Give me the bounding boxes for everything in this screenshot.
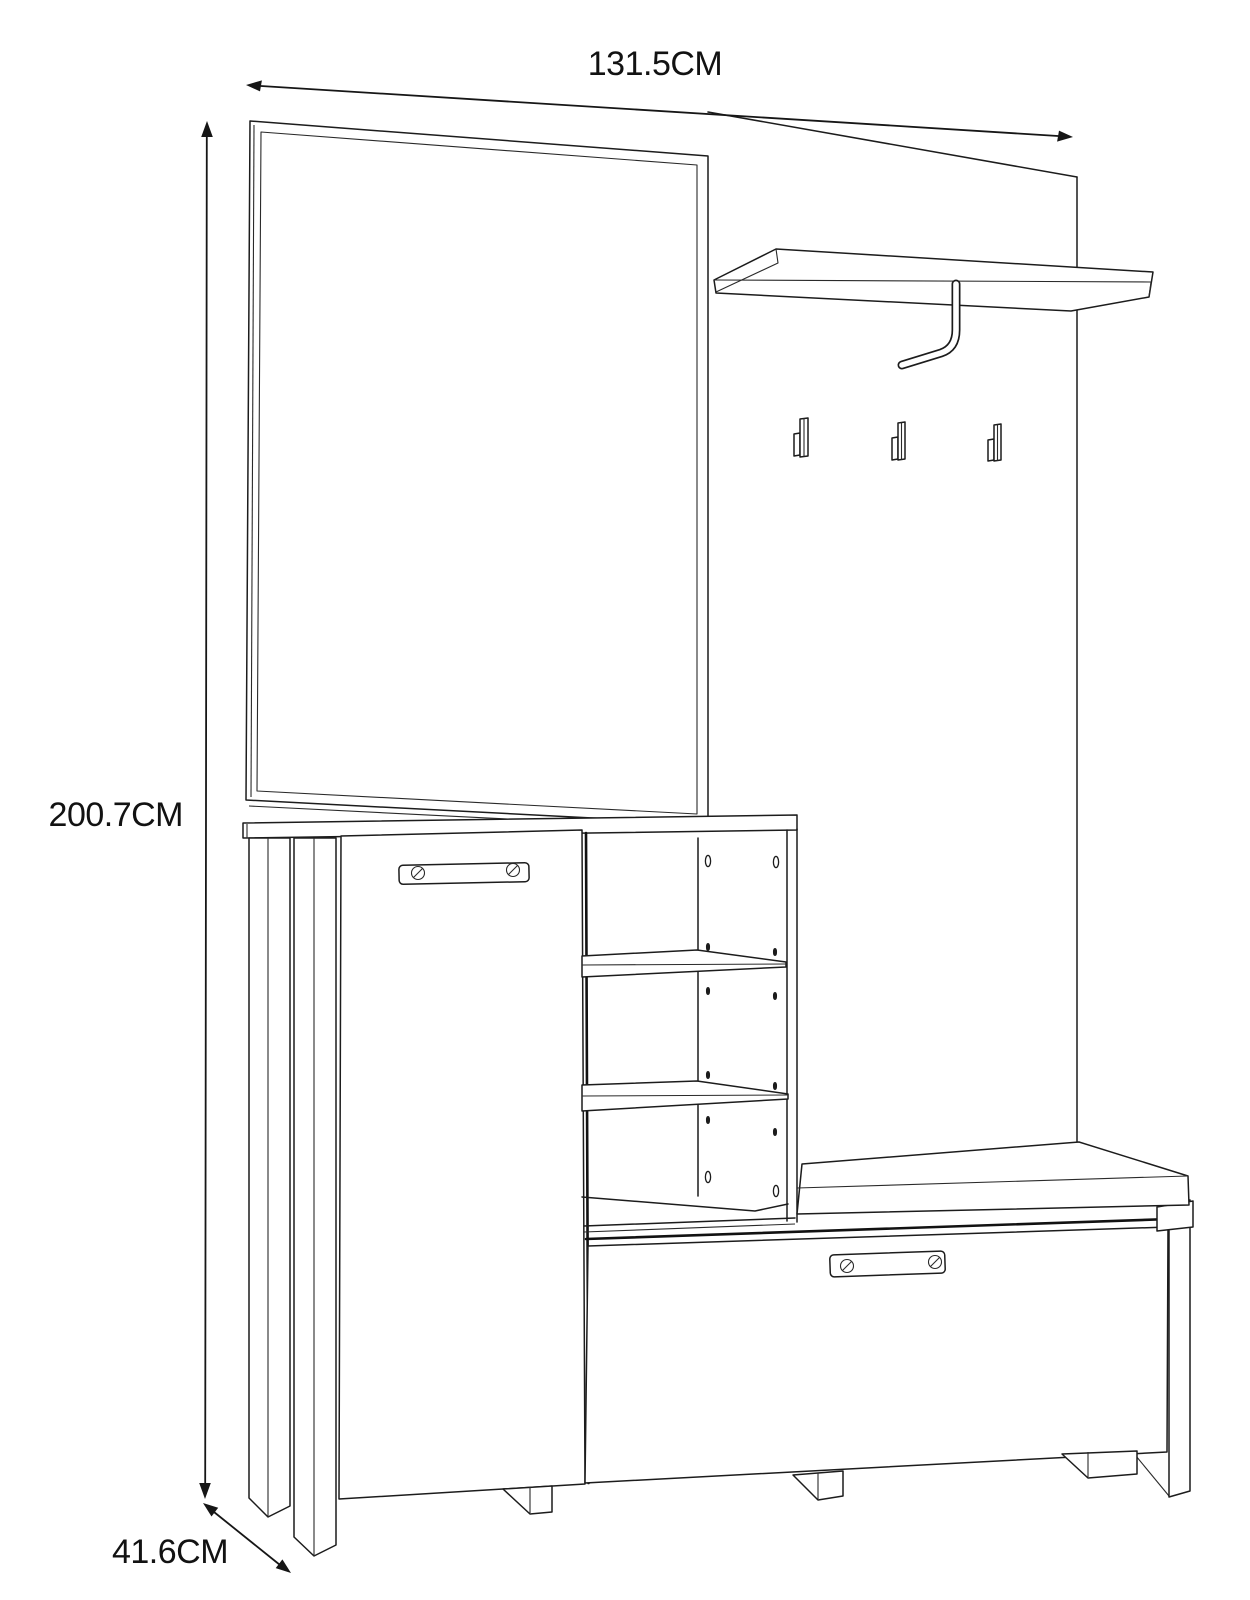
- mirror-panel: [246, 121, 708, 829]
- height-dimension-label: 200.7CM: [48, 796, 183, 834]
- pin-hole: [773, 856, 778, 867]
- pin-hole: [707, 944, 710, 951]
- pin-hole: [774, 1083, 777, 1090]
- hook-lip: [892, 437, 898, 460]
- drawer-handle: [830, 1251, 946, 1277]
- foot-left: [503, 1486, 552, 1514]
- open-shelf-cubby: [582, 829, 797, 1232]
- depth-dimension-label: 41.6CM: [111, 1533, 229, 1571]
- pin-hole: [707, 1117, 710, 1124]
- width-arrowhead-left: [246, 80, 262, 91]
- pin-hole: [707, 1072, 710, 1079]
- drawer: [585, 1219, 1170, 1483]
- pin-hole: [774, 949, 777, 956]
- depth-arrowhead-lower: [276, 1559, 291, 1573]
- mirror-outer-frame: [246, 121, 708, 824]
- back-left-post: [249, 838, 290, 1517]
- height-arrowhead-top: [201, 121, 213, 137]
- width-dim-line: [261, 86, 1058, 136]
- cubby-shelf-upper: [582, 950, 786, 977]
- wall-shelf: [714, 249, 1153, 311]
- hook-lip: [988, 439, 994, 461]
- coat-hooks: [794, 418, 1001, 461]
- width-dimension-label: 131.5CM: [587, 45, 723, 83]
- height-dim-line: [205, 136, 207, 1484]
- right-leg: [1169, 1200, 1190, 1497]
- height-arrowhead-bottom: [199, 1483, 211, 1499]
- coat-hook-2: [892, 422, 905, 460]
- cubby-floor-junction: [582, 1197, 788, 1211]
- back-panel-top-edge: [708, 112, 1077, 177]
- pin-hole: [707, 988, 710, 995]
- hook-lip: [794, 433, 800, 456]
- dimension-width: [246, 45, 1073, 142]
- pin-hole: [773, 1185, 778, 1196]
- drawer-handle-plate: [830, 1251, 946, 1277]
- width-arrowhead-right: [1057, 131, 1073, 142]
- foot-right: [1062, 1451, 1137, 1478]
- pin-hole: [774, 993, 777, 1000]
- dimension-height: [49, 121, 213, 1499]
- right-leg-brace: [1136, 1456, 1169, 1496]
- pin-hole: [705, 855, 710, 866]
- coat-hook-3: [988, 424, 1001, 461]
- door-front: [339, 830, 585, 1499]
- door-handle: [399, 863, 529, 885]
- shelf-pin-holes: [705, 855, 778, 1196]
- left-frame-posts: [249, 838, 336, 1556]
- pin-hole: [705, 1171, 710, 1182]
- front-left-post: [294, 838, 336, 1556]
- cabinet-door: [339, 830, 585, 1499]
- bench-seat: [797, 1142, 1189, 1214]
- coat-hook-1: [794, 418, 808, 457]
- pin-hole: [774, 1129, 777, 1136]
